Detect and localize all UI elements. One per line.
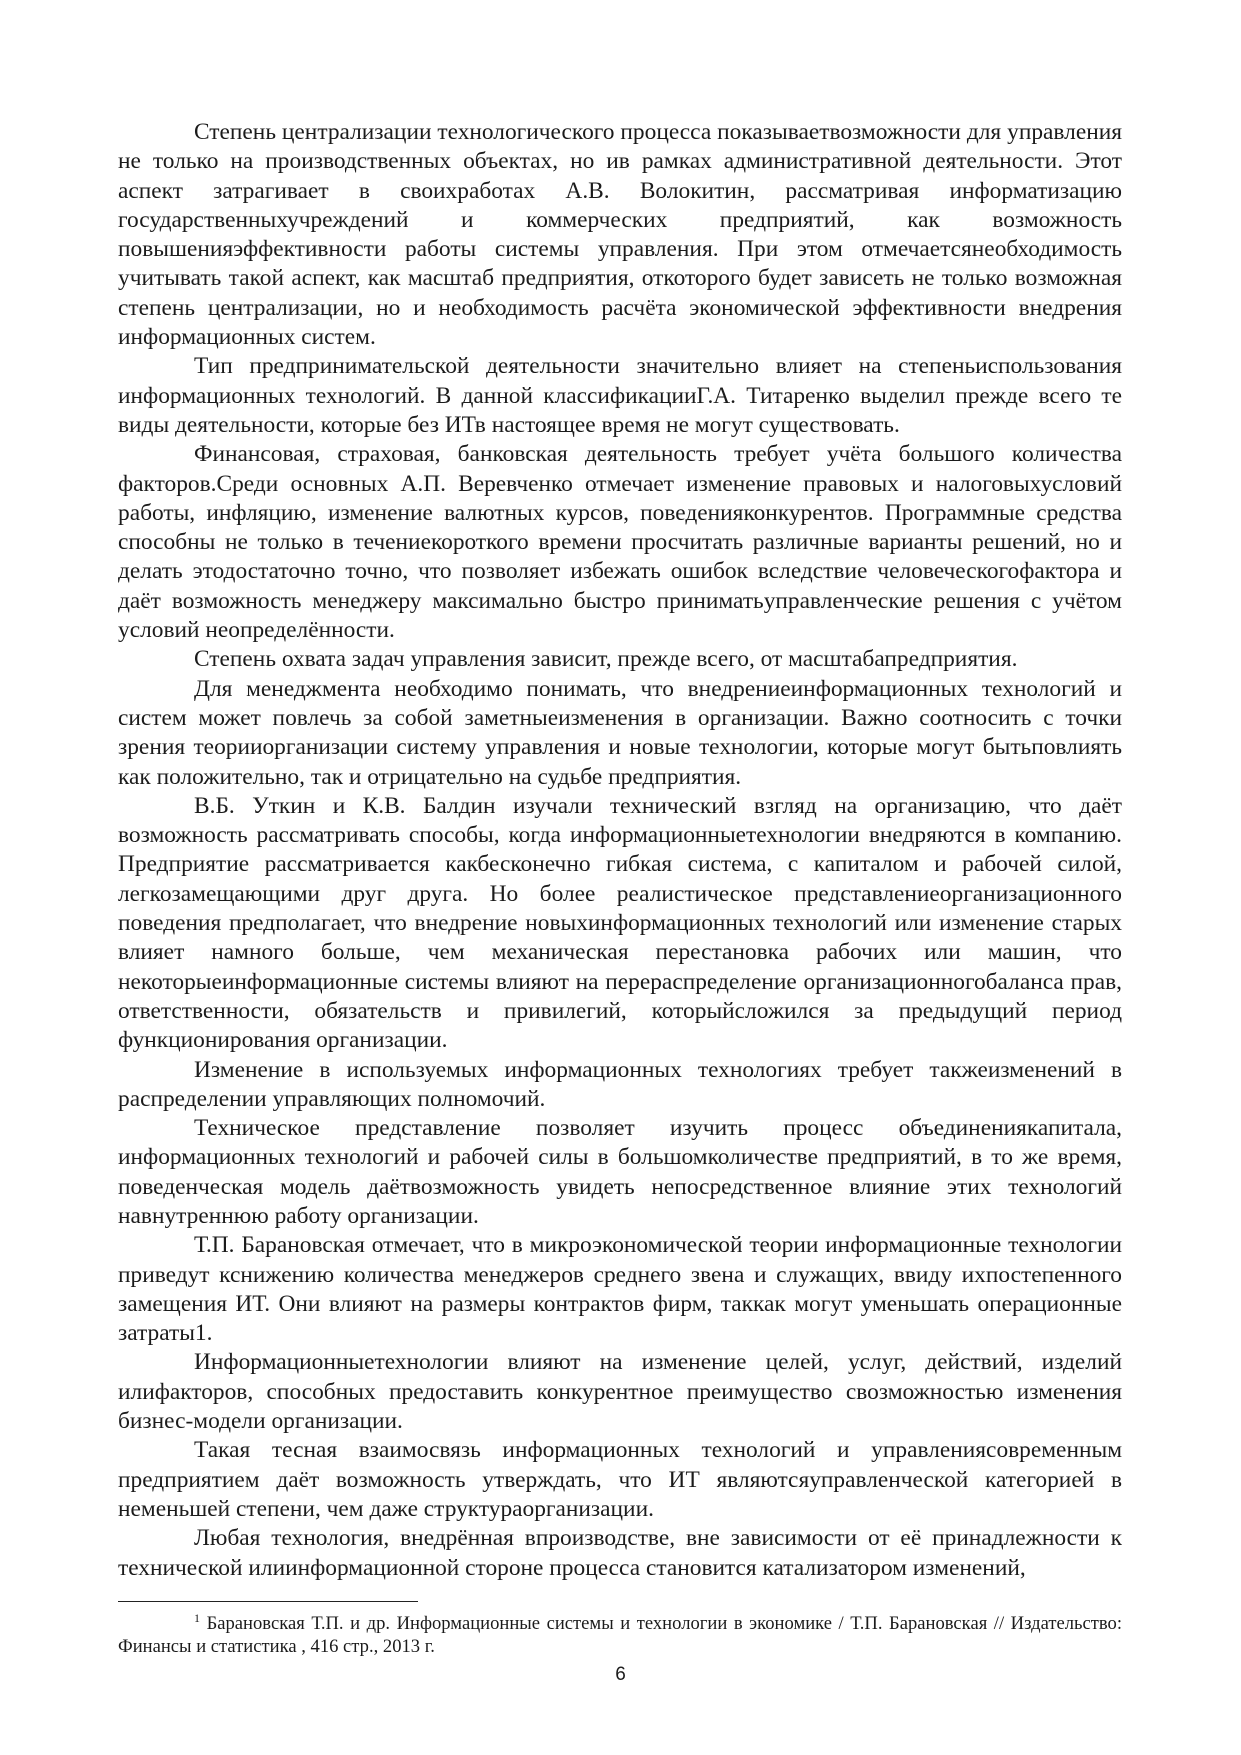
paragraph-management-understanding: Для менеджмента необходимо понимать, что внедрениеинформационных технологий и систем может повлечь за собой заметныеизменения в организации. Важно соотносить с точки зрения теорииорганизации систему управления и новые технологии, которые могут бытьповлиять как положительно, так и отрицательно на судьбе предприятия. — [118, 675, 1122, 790]
paragraph-any-technology: Любая технология, внедрённая впроизводстве, вне зависимости от её принадлежности к технической илиинформационной стороне процесса становится катализатором изменений, — [118, 1525, 1122, 1581]
paragraph-technical-representation: Техническое представление позволяет изучить процесс объединениякапитала, информационных технологий и рабочей силы в большомколичестве предприятий, в то же время, поведенческая модель даётвозможность увидеть непосредственное влияние этих технологий навнутреннюю работу организации. — [118, 1115, 1122, 1229]
paragraph-centralization: Степень централизации технологического процесса показываетвозможности для управления не только на производственных объектах, но ив рамках административной деятельности. Этот аспект затрагивает в своихработах А.В. Волокитин, рассматривая информатизацию государственныхучреждений и коммерческих предприятий, как возможность повышенияэффективности работы системы управления. При этом отмечаетсянеобходимость учитывать такой аспект, как масштаб предприятия, откоторого будет зависеть не только возможная степень централизации, но и необходимость расчёта экономической эффективности внедрения информационных систем. — [118, 119, 1122, 351]
footnote-marker: 1 — [194, 1611, 200, 1625]
footnote-text: Барановская Т.П. и др. Информационные системы и технологии в экономике / Т.П. Барановская // Издательство: Финансы и статистика , 416 стр., 2013 г. — [118, 1613, 1122, 1657]
footnote-separator — [118, 1601, 418, 1602]
paragraph-business-goals: Информационныетехнологии влияют на изменение целей, услуг, действий, изделий илифакторов, способных предоставить конкурентное преимущество свозможностью изменения бизнес-модели организации. — [118, 1349, 1122, 1435]
paragraph-technical-view: В.Б. Уткин и К.В. Балдин изучали технический взгляд на организацию, что даёт возможность рассматривать способы, когда информационныетехнологии внедряются в компанию. Предприятие рассматривается какбесконечно гибкая система, с капиталом и рабочей силой, легкозамещающими друг друга. Но более реалистическое представлениеорганизационного поведения предполагает, что внедрение новыхинформационных технологий или изменение старых влияет намного больше, чем механическая перестановка рабочих или машин, что некоторыеинформационные системы влияют на перераспределение организационногобаланса прав, ответственности, обязательств и привилегий, которыйсложился за предыдущий период функционирования организации. — [118, 792, 1122, 1054]
body-text — [118, 118, 1122, 1583]
page-number: 6 — [615, 1664, 626, 1685]
paragraph-financial-activity: Финансовая, страховая, банковская деятельность требует учёта большого количества факторов.Среди основных А.П. Веревченко отмечает изменение правовых и налоговыхусловий работы, инфляцию, изменение валютных курсов, поведенияконкурентов. Программные средства способны не только в течениекороткого времени просчитать различные варианты решений, но и делать этодостаточно точно, что позволяет избежать ошибок вследствие человеческогофактора и даёт возможность менеджеру максимально быстро приниматьуправленческие решения с учётом условий неопределённости. — [118, 441, 1122, 644]
paragraph-microeconomic-theory: Т.П. Барановская отмечает, что в микроэкономической теории информационные технологии приведут кснижению количества менеджеров среднего звена и служащих, ввиду ихпостепенного замещения ИТ. Они влияют на размеры контрактов фирм, таккак могут уменьшать операционные затраты1. — [118, 1232, 1122, 1347]
paragraph-authority-distribution: Изменение в используемых информационных технологиях требует такжеизменений в распределении управляющих полномочий. — [118, 1056, 1122, 1112]
footnote — [118, 1613, 1122, 1658]
paragraph-management-category: Такая тесная взаимосвязь информационных технологий и управлениясовременным предприятием даёт возможность утверждать, что ИТ являютсяуправленческой категорией в неменьшей степени, чем даже структураорганизации. — [118, 1437, 1122, 1522]
paragraph-task-coverage: Степень охвата задач управления зависит, прежде всего, от масштабапредприятия. — [194, 646, 1018, 673]
paragraph-business-type: Тип предпринимательской деятельности значительно влияет на степеньиспользования информационных технологий. В данной классификацииГ.А. Титаренко выделил прежде всего те виды деятельности, которые без ИТв настоящее время не могут существовать. — [118, 353, 1122, 438]
